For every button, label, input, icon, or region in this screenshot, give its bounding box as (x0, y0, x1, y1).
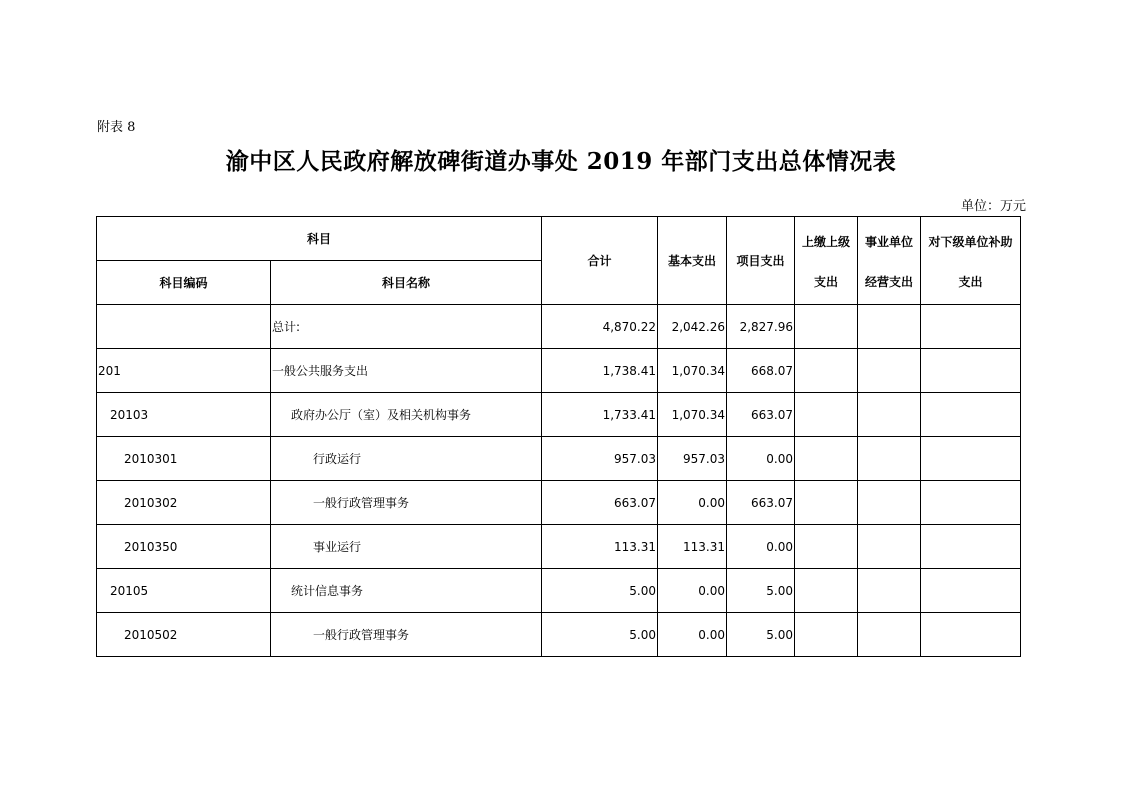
total-value: 957.03 (542, 437, 658, 481)
total-value: 113.31 (542, 525, 658, 569)
business-value (858, 613, 921, 657)
subject-code (97, 305, 271, 349)
subject-code: 2010302 (97, 481, 271, 525)
project-value: 668.07 (727, 349, 795, 393)
subject-name: 一般行政管理事务 (271, 481, 542, 525)
upper-payment-value (795, 613, 858, 657)
upper-payment-header (795, 217, 858, 305)
project-value: 2,827.96 (727, 305, 795, 349)
subject-code: 2010502 (97, 613, 271, 657)
upper-payment-value (795, 305, 858, 349)
subject-name: 行政运行 (271, 437, 542, 481)
subsidy-value (921, 569, 1021, 613)
subject-code: 201 (97, 349, 271, 393)
business-value (858, 349, 921, 393)
table-row (97, 349, 1021, 393)
table-row (97, 569, 1021, 613)
project-value: 663.07 (727, 481, 795, 525)
total-value: 5.00 (542, 569, 658, 613)
table-row (97, 481, 1021, 525)
total-value: 1,738.41 (542, 349, 658, 393)
table-row (97, 393, 1021, 437)
subject-name-header: 科目名称 (271, 261, 542, 305)
table-row (97, 305, 1021, 349)
page-title: 渝中区人民政府解放碑街道办事处 2019 年部门支出总体情况表 (225, 148, 897, 175)
table-row (97, 525, 1021, 569)
table-row (97, 437, 1021, 481)
subject-code: 2010301 (97, 437, 271, 481)
table-row (97, 613, 1021, 657)
basic-value: 113.31 (658, 525, 727, 569)
subsidy-value (921, 349, 1021, 393)
basic-value: 0.00 (658, 613, 727, 657)
business-value (858, 525, 921, 569)
project-value: 5.00 (727, 613, 795, 657)
basic-value: 957.03 (658, 437, 727, 481)
subject-name: 统计信息事务 (271, 569, 542, 613)
basic-value: 0.00 (658, 569, 727, 613)
project-value: 0.00 (727, 437, 795, 481)
upper-payment-header-line1: 上缴上级 (801, 235, 850, 249)
business-expenditure-header (858, 217, 921, 305)
basic-value: 2,042.26 (658, 305, 727, 349)
subject-name: 事业运行 (271, 525, 542, 569)
project-value: 5.00 (727, 569, 795, 613)
upper-payment-value (795, 481, 858, 525)
subsidy-value (921, 525, 1021, 569)
business-value (858, 481, 921, 525)
attachment-label: 附表 8 (97, 120, 136, 135)
upper-payment-value (795, 569, 858, 613)
subject-name: 一般公共服务支出 (271, 349, 542, 393)
project-value: 663.07 (727, 393, 795, 437)
unit-label: 单位：万元 (960, 199, 1026, 214)
subsidy-value (921, 305, 1021, 349)
basic-expenditure-header: 基本支出 (658, 217, 727, 305)
business-value (858, 437, 921, 481)
upper-payment-value (795, 437, 858, 481)
subsidy-header-line2: 支出 (958, 275, 983, 289)
basic-value: 1,070.34 (658, 349, 727, 393)
business-header-line1: 事业单位 (864, 235, 913, 249)
total-value: 1,733.41 (542, 393, 658, 437)
subject-code: 20103 (97, 393, 271, 437)
total-value: 4,870.22 (542, 305, 658, 349)
subsidy-value (921, 393, 1021, 437)
upper-payment-header-line2: 支出 (813, 275, 838, 289)
upper-payment-value (795, 349, 858, 393)
subsidy-value (921, 437, 1021, 481)
total-header: 合计 (542, 217, 658, 305)
subject-code-header: 科目编码 (97, 261, 271, 305)
basic-value: 1,070.34 (658, 393, 727, 437)
subject-header: 科目 (97, 217, 542, 261)
total-value: 663.07 (542, 481, 658, 525)
subsidy-value (921, 481, 1021, 525)
subject-code: 20105 (97, 569, 271, 613)
upper-payment-value (795, 393, 858, 437)
subject-name: 政府办公厅（室）及相关机构事务 (271, 393, 542, 437)
expenditure-table (96, 216, 1021, 657)
subject-name: 一般行政管理事务 (271, 613, 542, 657)
subsidy-header (921, 217, 1021, 305)
business-value (858, 305, 921, 349)
subsidy-header-line1: 对下级单位补助 (928, 235, 1013, 249)
business-value (858, 569, 921, 613)
upper-payment-value (795, 525, 858, 569)
project-expenditure-header: 项目支出 (727, 217, 795, 305)
subsidy-value (921, 613, 1021, 657)
subject-code: 2010350 (97, 525, 271, 569)
project-value: 0.00 (727, 525, 795, 569)
business-value (858, 393, 921, 437)
total-value: 5.00 (542, 613, 658, 657)
business-header-line2: 经营支出 (864, 275, 913, 289)
basic-value: 0.00 (658, 481, 727, 525)
subject-name: 总计: (271, 305, 542, 349)
